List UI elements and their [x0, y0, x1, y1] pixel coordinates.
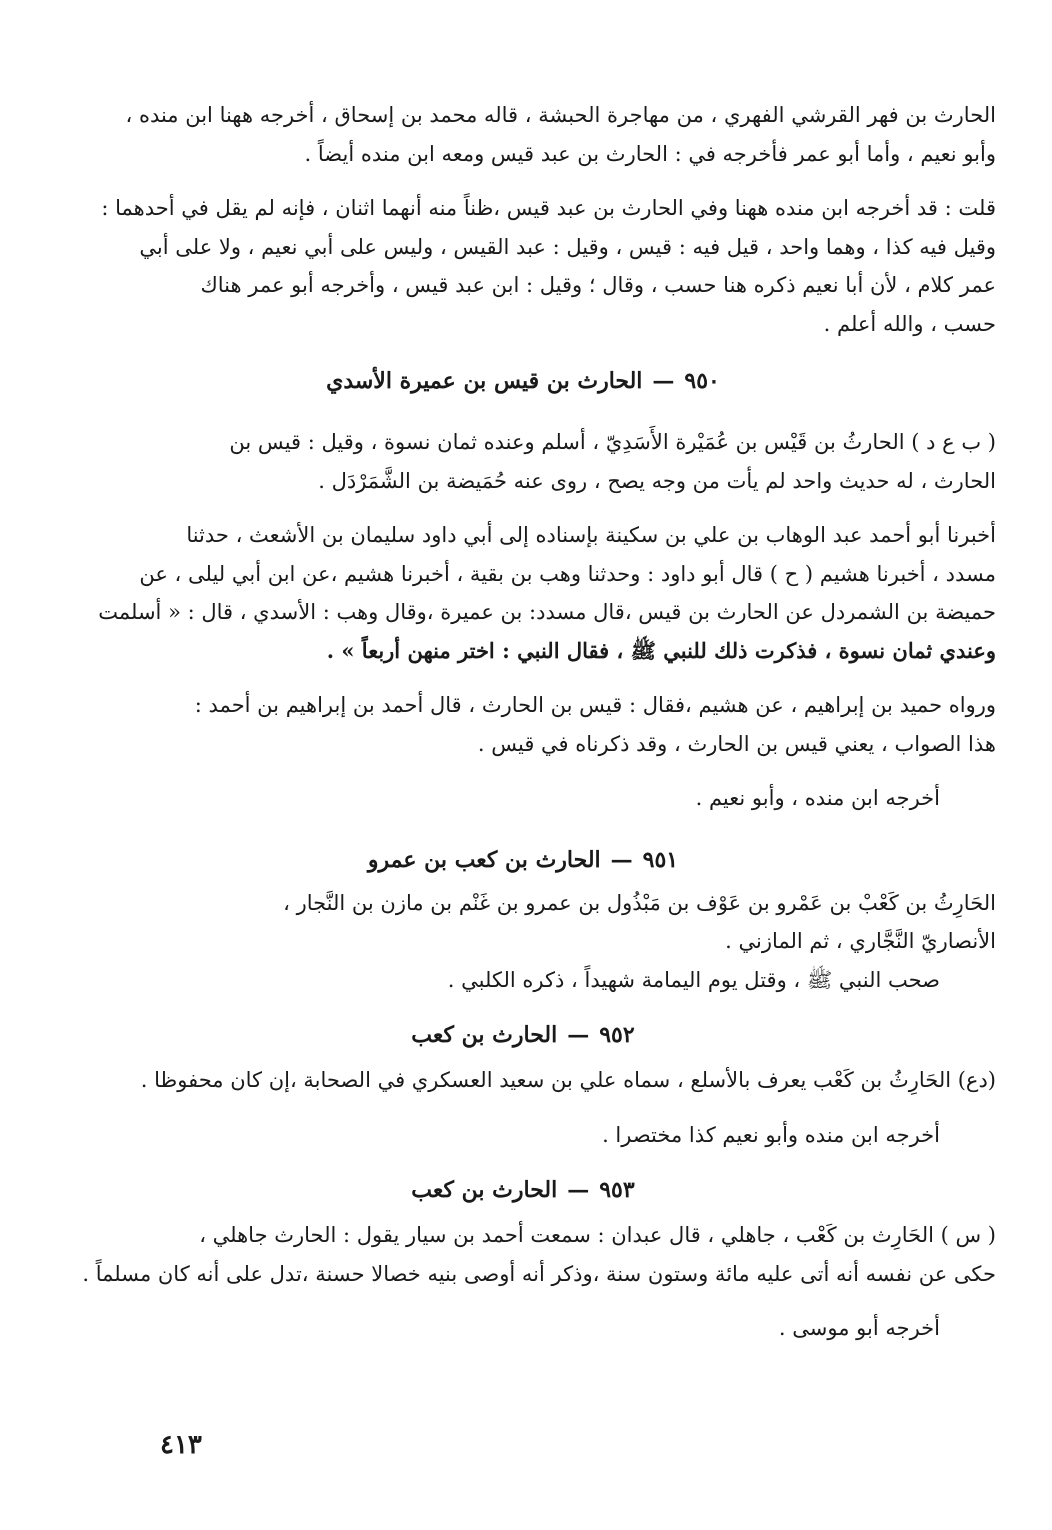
text-line: (دع) الحَارِثُ بن كَعْب يعرف بالأسلع ، سماه علي بن سعيد العسكري في الصحابة ،إن كان محفوظا .: [140, 1068, 996, 1092]
entry-heading-951: [50, 840, 996, 880]
text-line: وقيل فيه كذا ، وهما واحد ، قيل فيه : قيس ، وقيل : عبد القيس ، وليس على أبي نعيم ، ولا على أبي: [139, 234, 996, 259]
text-line: وعندي ثمان نسوة ، فذكرت ذلك للنبي ﷺ ، فقال النبي : اختر منهن أربعاً » .: [326, 637, 996, 663]
paragraph-entry-953-intro: [50, 1216, 996, 1293]
entry-dash: —: [567, 1177, 590, 1203]
entry-number: ٩٥٢: [599, 1022, 635, 1048]
paragraph-entry-951-intro: [50, 884, 996, 961]
text-line: حكى عن نفسه أنه أتى عليه مائة وستون سنة ،وذكر أنه أوصى بنيه خصالا حسنة ،تدل على أنه كان مسلماً .: [82, 1261, 996, 1286]
text-line: مسدد ، أخبرنا هشيم ( ح ) قال أبو داود : وحدثنا وهب بن بقية ، أخبرنا هشيم ،عن ابن أبي ليلى ، عن: [139, 561, 996, 586]
entry-heading-952: [50, 1015, 996, 1055]
paragraph-entry-952-intro: [50, 1061, 996, 1100]
entry-number: ٩٥٣: [599, 1177, 635, 1203]
text-line: الحارث بن فهر القرشي الفهري ، من مهاجرة الحبشة ، قاله محمد بن إسحاق ، أخرجه ههنا ابن منده ،: [125, 103, 996, 127]
paragraph-entry-950-intro: [50, 423, 996, 500]
entry-number: ٩٥٠: [684, 368, 720, 394]
paragraph-entry-953-source: [50, 1309, 996, 1348]
text-line: هذا الصواب ، يعني قيس بن الحارث ، وقد ذكرناه في قيس .: [477, 731, 996, 756]
text-line: أخبرنا أبو أحمد عبد الوهاب بن علي بن سكينة بإسناده إلى أبي داود سليمان بن الأشعث ، حدثنا: [186, 523, 996, 547]
text-line: عمر كلام ، لأن أبا نعيم ذكره هنا حسب ، وقال ؛ وقيل : ابن عبد قيس ، وأخرجه أبو عمر هناك: [200, 273, 996, 297]
text-line: أخرجه ابن منده ، وأبو نعيم .: [695, 786, 940, 810]
entry-dash: —: [610, 846, 633, 873]
text-line: أخرجه ابن منده وأبو نعيم كذا مختصرا .: [602, 1122, 940, 1147]
entry-heading-953: [50, 1170, 996, 1210]
entry-dash: —: [567, 1022, 590, 1048]
paragraph-entry-950-riwaya: [50, 686, 996, 763]
paragraph-entry-951-detail: [50, 961, 996, 1000]
text-line: أخرجه أبو موسى .: [778, 1316, 940, 1340]
paragraph-entry-950-source: [50, 779, 996, 818]
text-line: حسب ، والله أعلم .: [823, 311, 996, 336]
entry-title: الحارث بن كعب: [411, 1177, 558, 1203]
text-line: الحَارِثُ بن كَعْبْ بن عَمْرو بن عَوْف بن مَبْذُول بن عمرو بن غَنْم بن مازن بن النَّجار ،: [283, 890, 996, 915]
text-line: ورواه حميد بن إبراهيم ، عن هشيم ،فقال : قيس بن الحارث ، قال أحمد بن إبراهيم بن أحمد :: [194, 693, 996, 717]
entry-dash: —: [652, 368, 675, 394]
paragraph-author-note: [50, 189, 996, 343]
paragraph-entry-950-hadith: [50, 516, 996, 670]
entry-number: ٩٥١: [642, 846, 679, 873]
text-line: وأبو نعيم ، وأما أبو عمر فأخرجه في : الحارث بن عبد قيس ومعه ابن منده أيضاً .: [304, 141, 996, 166]
entry-title: الحارث بن قيس بن عميرة الأسدي: [326, 368, 643, 394]
text-line: قلت : قد أخرجه ابن منده ههنا وفي الحارث بن عبد قيس ،ظناً منه أنهما اثنان ، فإنه لم يقل في أحدهما :: [101, 196, 996, 220]
entry-title: الحارث بن كعب: [411, 1022, 558, 1048]
text-line: ( ب ع د ) الحارثُ بن قَيْس بن عُمَيْرة الأَسَدِيّ ، أسلم وعنده ثمان نسوة ، وقيل : قيس بن: [229, 430, 996, 454]
text-line: الأنصاريّ النَّجَّاري ، ثم المازني .: [725, 929, 996, 953]
text-line: الحارث ، له حديث واحد لم يأت من وجه يصح ، روى عنه حُمَيضة بن الشَّمَرْدَل .: [318, 468, 996, 493]
page-number: ٤١٣: [160, 1430, 202, 1460]
paragraph-entry-952-source: [50, 1116, 996, 1155]
text-line: ( س ) الحَارِث بن كَعْب ، جاهلي ، قال عبدان : سمعت أحمد بن سيار يقول : الحارث جاهلي ،: [199, 1223, 996, 1247]
entry-heading-950: [50, 361, 996, 401]
paragraph-harith-bin-fihr: [50, 96, 996, 173]
text-line: حميضة بن الشمردل عن الحارث بن قيس ،قال مسدد: بن عميرة ،وقال وهب : الأسدي ، قال : « أسلمت: [98, 600, 996, 624]
entry-title: الحارث بن كعب بن عمرو: [367, 846, 601, 873]
text-line: صحب النبي ﷺ ، وقتل يوم اليمامة شهيداً ، ذكره الكلبي .: [447, 967, 940, 992]
